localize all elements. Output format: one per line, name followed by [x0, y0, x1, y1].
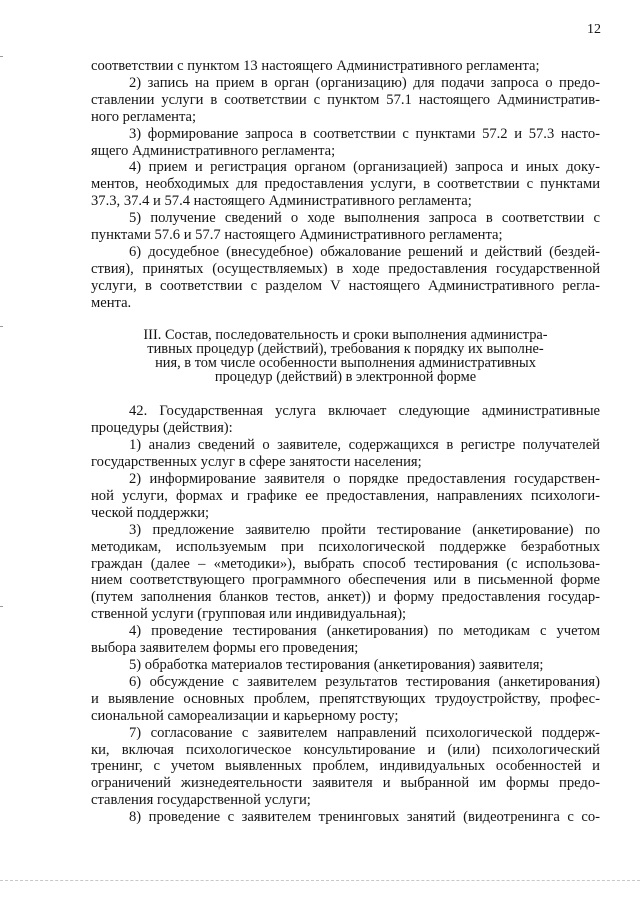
- text-line: процедуры (действия):: [91, 420, 233, 437]
- text-line: 6) обсуждение с заявителем результатов тестирования (анкетирования): [129, 673, 600, 690]
- text-line: 8) проведение с заявителем тренинговых занятий (видеотренинга с со-: [129, 809, 600, 826]
- text-line: ставления государственной услуги;: [91, 792, 311, 809]
- text-line: 3) формирование запроса в соответствии с пунктами 57.2 и 57.3 насто-: [129, 125, 600, 142]
- text-line: 4) проведение тестирования (анкетирования) по методикам с учетом: [129, 623, 600, 640]
- text-line: ки, включая психологическое консультирование и (или) психологический: [91, 741, 600, 758]
- scan-margin-mark: [0, 326, 3, 327]
- text-line: ной услуги, формах и графике ее предоставления, направлениях психологи-: [91, 487, 600, 504]
- spacer: [91, 384, 600, 403]
- text-line: 5) получение сведений о ходе выполнения запроса в соответствии с: [129, 210, 600, 227]
- heading-line: ния, в том числе особенности выполнения административных: [155, 355, 536, 371]
- spacer: [91, 312, 600, 328]
- text-line: ящего Административного регламента;: [91, 142, 336, 159]
- text-line: пунктами 57.6 и 57.7 настоящего Административного регламента;: [91, 227, 503, 244]
- text-line: мента.: [91, 294, 132, 311]
- text-line: 3) предложение заявителю пройти тестирование (анкетирование) по: [129, 521, 600, 538]
- text-line: нием соответствующего программного обеспечения или в письменной форме: [91, 572, 600, 589]
- text-line: 4) прием и регистрация органом (организацией) запроса и иных доку-: [129, 159, 600, 176]
- text-line: 42. Государственная услуга включает следующие административные: [129, 403, 600, 420]
- text-line: выбора заявителем формы его проведения;: [91, 640, 359, 657]
- text-line: ного регламента;: [91, 108, 197, 125]
- document-page: [91, 58, 600, 826]
- text-line: 5) обработка материалов тестирования (анкетирования) заявителя;: [129, 657, 544, 673]
- text-line: ческой поддержки;: [91, 504, 210, 521]
- text-line: (путем заполнения бланков тестов, анкет)) и форму предоставления государ-: [91, 589, 600, 606]
- text-line: ствия), принятых (осуществляемых) в ходе предоставления государственной: [91, 260, 600, 277]
- scan-margin-mark: [0, 606, 3, 607]
- text-line: 7) согласование с заявителем направлений психологической поддерж-: [129, 724, 600, 741]
- section-heading: [91, 328, 600, 385]
- text-line: сиональной самореализации и карьерному росту;: [91, 707, 399, 724]
- text-line: ментов, необходимых для предоставления услуги, в соответствии с пунктами: [91, 176, 600, 193]
- text-line: ственной услуги (групповая или индивидуальная);: [91, 606, 407, 623]
- text-line: соответствии с пунктом 13 настоящего Административного регламента;: [91, 58, 540, 74]
- text-line: ограничений жизнедеятельности заявителя и выбранной им формы предо-: [91, 775, 600, 792]
- paragraph-block-procedures: [91, 403, 600, 826]
- text-line: 2) информирование заявителя о порядке предоставления государствен-: [129, 471, 600, 488]
- text-line: методикам, используемым при психологической поддержке безработных: [91, 538, 600, 555]
- text-line: ставлении услуги в соответствии с пунктом 57.1 настоящего Административ-: [91, 91, 600, 108]
- text-line: и выявление основных проблем, препятствующих трудоустройству, профес-: [91, 690, 600, 707]
- text-line: тренинг, с учетом выявленных проблем, индивидуальных особенностей и: [91, 758, 600, 775]
- heading-line: III. Состав, последовательность и сроки выполнения администра-: [143, 326, 548, 343]
- text-line: 2) запись на прием в орган (организацию) для подачи запроса о предо-: [129, 74, 600, 91]
- text-line: 1) анализ сведений о заявителе, содержащихся в регистре получателей: [129, 437, 600, 454]
- paragraph-block-services: [91, 58, 600, 312]
- text-line: граждан (далее – «методики»), выбрать способ тестирования (с использова-: [91, 555, 600, 572]
- scan-margin-mark: [0, 56, 3, 57]
- text-line: государственных услуг в сфере занятости населения;: [91, 454, 422, 471]
- text-line: услуги, в соответствии с разделом V настоящего Административного регла-: [91, 277, 600, 294]
- heading-line: тивных процедур (действий), требования к порядку их выполне-: [147, 340, 544, 357]
- scan-bottom-edge: [0, 880, 640, 882]
- text-line: 37.3, 37.4 и 57.4 настоящего Административного регламента;: [91, 193, 472, 210]
- heading-line: процедур (действий) в электронной форме: [214, 369, 477, 386]
- page-number: 12: [587, 22, 601, 37]
- text-line: 6) досудебное (внесудебное) обжалование решений и действий (бездей-: [129, 243, 600, 260]
